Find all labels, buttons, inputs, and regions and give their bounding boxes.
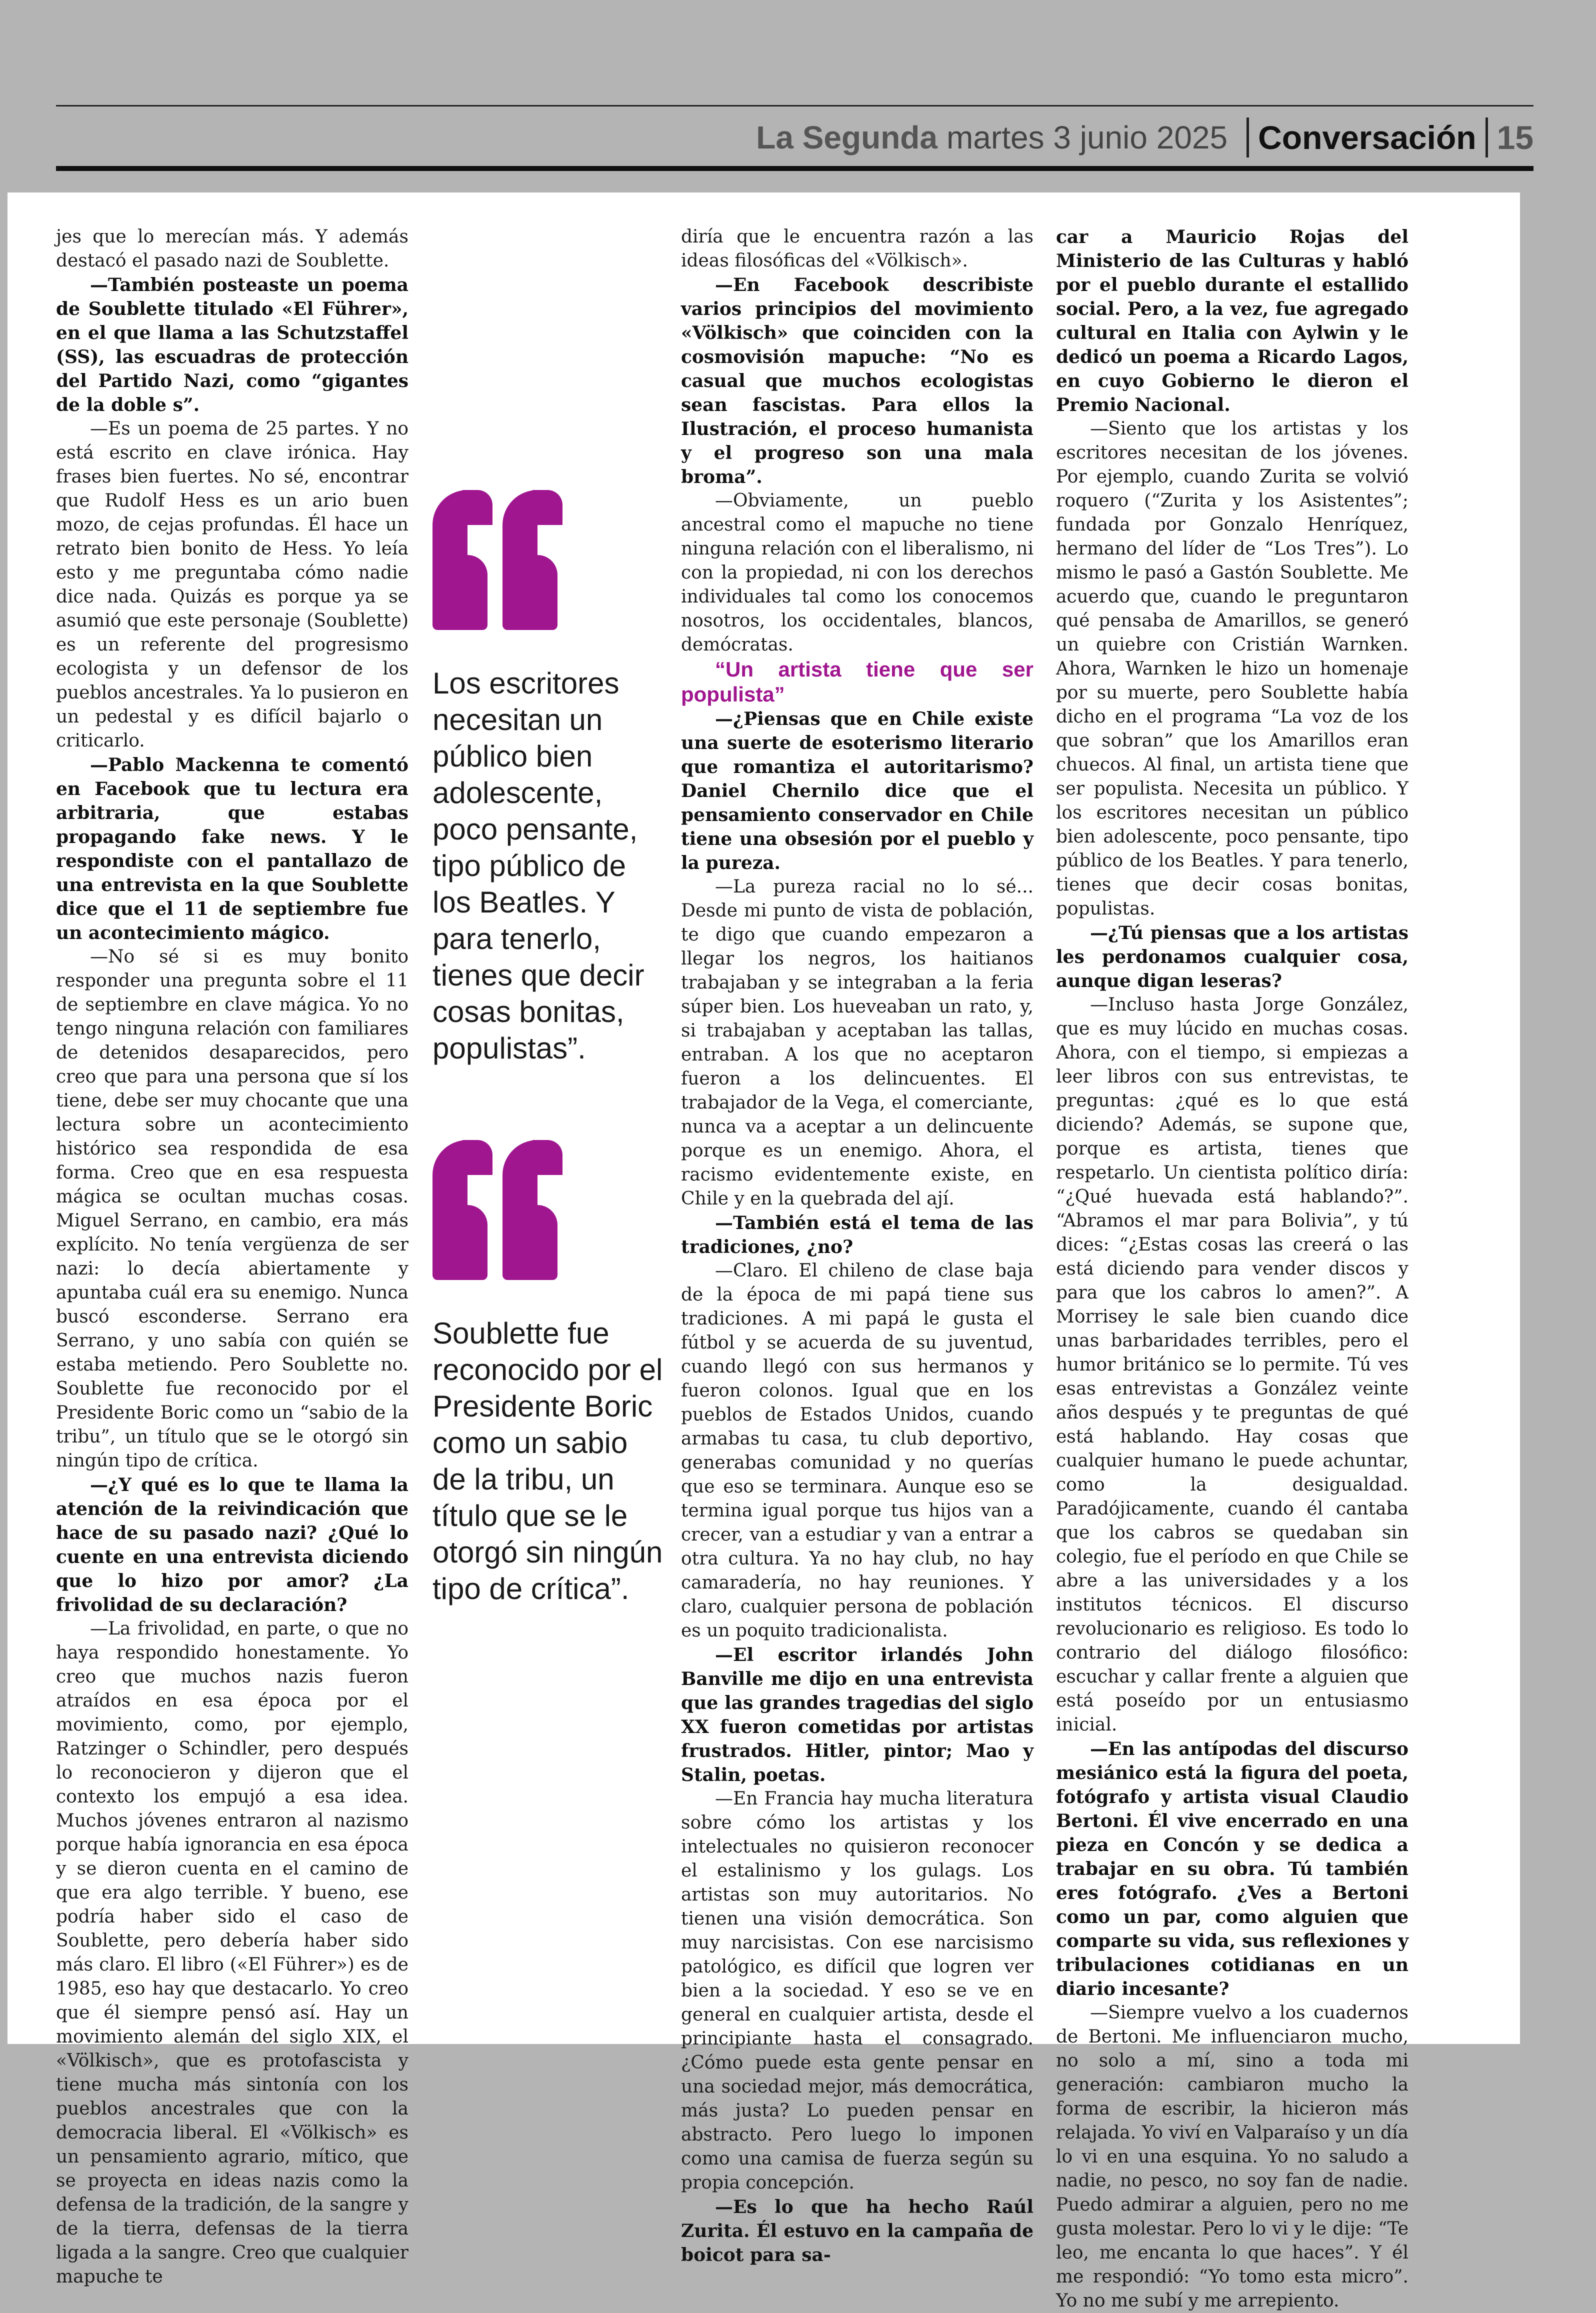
question: —También posteaste un poema de Soublette titulado «El Führer», en el que llama a las Schutzstaffel (SS), las escuadras de protección del Partido Nazi, como “gigantes de la doble s”. xyxy=(56,274,408,416)
question: —También está el tema de las tradiciones, ¿no? xyxy=(681,1212,1034,1258)
question: —¿Piensas que en Chile existe una suerte de esoterismo literario que romantiza el autoritarismo? Daniel Chernilo dice que el pensamiento conservador en Chile tiene una obsesión por el pueblo y la pureza. xyxy=(681,708,1034,874)
issue-date: martes 3 junio 2025 xyxy=(946,120,1228,156)
header-separator xyxy=(1486,118,1488,158)
answer: —En Francia hay mucha literatura sobre cómo los artistas y los intelectuales no quisieron reconocer el estalinismo y los gulags. Los artistas son muy autoritarios. No tienen una visión democrática. Son muy narcisistas. Con ese narcisismo patológico, es difícil que logren ver bien a la sociedad. Y eso se ve en general en cualquier artista, desde el principiante hasta el consagrado. ¿Cómo puede esta gente pensar en una sociedad mejor, más democrática, más justa? Lo pueden pensar en abstracto. Pero luego lo imponen como una camisa de fuerza según su propia concepción. xyxy=(681,1788,1034,2193)
question: —¿Tú piensas que a los artistas les perdonamos cualquier cosa, aunque digan leseras? xyxy=(1056,922,1408,992)
subhead: “Un artista tiene que ser populista” xyxy=(681,658,1034,706)
masthead: La Segunda xyxy=(756,120,938,156)
article-column-4 xyxy=(1056,225,1408,2311)
page-header xyxy=(56,112,1534,162)
page-number: 15 xyxy=(1496,119,1534,156)
header-top-line xyxy=(56,105,1534,106)
pullquote-2 xyxy=(432,1140,668,1607)
quote-mark-icon xyxy=(432,490,668,630)
question: —El escritor irlandés John Banville me dijo en una entrevista que las grandes tragedias del siglo XX fueron cometidas por artistas frustrados. Hitler, pintor; Mao y Stalin, poetas. xyxy=(681,1644,1034,1786)
answer: —Siempre vuelvo a los cuadernos de Bertoni. Me influenciaron mucho, no solo a mí, sino a toda mi generación: cambiaron mucho la forma de escribir, la hicieron más relajada. Yo viví en Valparaíso y un día lo vi en una esquina. Yo no saludo a nadie, no pesco, no soy fan de nadie. Puedo admirar a alguien, pero no me gusta molestar. Pero lo vi y le dije: “Te leo, me encanta lo que haces”. Y él me respondió: “Yo tomo esta micro”. Yo no me subí y me arrepiento. xyxy=(1056,2002,1408,2311)
answer: —Siento que los artistas y los escritores necesitan de los jóvenes. Por ejemplo, cuando Zurita se volvió roquero (“Zurita y los Asistentes”; fundada por Gonzalo Henríquez, hermano del líder de “Los Tres”). Lo mismo le pasó a Gastón Soublette. Me acuerdo que, cuando le preguntaron qué pensaba de Amarillos, se generó un quiebre con Cristián Warnken. Ahora, Warnken le hizo un homenaje por su muerte, pero Soublette había dicho en el programa “La voz de los que sobran” que los Amarillos eran chuecos. Al final, un artista tiene que ser populista. Necesita un público. Y los escritores necesitan un público bien adolescente, poco pensante, tipo público de los Beatles. Y para tenerlo, tienes que decir cosas bonitas, populistas. xyxy=(1056,418,1408,919)
section-title: Conversación xyxy=(1258,119,1476,156)
answer: —La pureza racial no lo sé... Desde mi punto de vista de población, te digo que cuando empezaron a llegar los negros, los haitianos trabajaban y se integraban a la feria súper bien. Los hueveaban un rato, y, si trabajaban y aceptaban las tallas, entraban. A los que no aceptaron fueron a los delincuentes. El trabajador de la Vega, el comerciante, nunca va a aceptar a un delincuente porque es un enemigo. Ahora, el racismo evidentemente existe, en Chile y en la quebrada del ají. xyxy=(681,876,1034,1209)
question: car a Mauricio Rojas del Ministerio de las Culturas y habló por el pueblo durante el estallido social. Pero, a la vez, fue agregado cultural en Italia con Aylwin y le dedicó un poema a Ricardo Lagos, en cuyo Gobierno le dieron el Premio Nacional. xyxy=(1056,226,1408,416)
answer: —Claro. El chileno de clase baja de la época de mi papá tiene sus tradiciones. A mi papá le gusta el fútbol y se acuerda de su juventud, cuando llegó con sus hermanos y fueron colonos. Igual que en los pueblos de Estados Unidos, cuando armabas tu casa, tu club deportivo, generabas comunidad y no querías que eso se terminara. Aunque eso se termina igual porque tus hijos van a crecer, van a estudiar y van a entrar a otra cultura. Ya no hay club, no hay camaradería, no hay reuniones. Y claro, cualquier persona de población es un poquito tradicionalista. xyxy=(681,1260,1034,1641)
paragraph: diría que le encuentra razón a las ideas filosóficas del «Völkisch». xyxy=(681,226,1034,271)
quote-mark-icon xyxy=(432,1140,668,1280)
pullquote-text: Los escritores necesitan un público bien adolescente, poco pensante, tipo público de los Beatles. Y para tenerlo, tienes que decir cosas bonitas, populistas”. xyxy=(432,666,644,1065)
pullquote-1 xyxy=(432,490,668,1066)
question: —En las antípodas del discurso mesiánico está la figura del poeta, fotógrafo y artista visual Claudio Bertoni. Él vive encerrado en una pieza en Concón y se dedica a trabajar en su obra. Tú también eres fotógrafo. ¿Ves a Bertoni como un par, como alguien que comparte su vida, sus reflexiones y tribulaciones cotidianas en un diario incesante? xyxy=(1056,1738,1408,2000)
question: —En Facebook describiste varios principios del movimiento «Völkisch» que coinciden con la cosmovisión mapuche: “No es casual que muchos ecologistas sean fascistas. Para ellos la Ilustración, el proceso humanista y el progreso son una mala broma”. xyxy=(681,274,1034,488)
article-column-1 xyxy=(56,225,408,2287)
question: —¿Y qué es lo que te llama la atención de la reivindicación que hace de su pasado nazi? ¿Qué lo cuente en una entrevista diciendo que lo hizo por amor? ¿La frivolidad de su declaración? xyxy=(56,1474,408,1616)
answer: —No sé si es muy bonito responder una pregunta sobre el 11 de septiembre en clave mágica. Yo no tengo ninguna relación con familiares de detenidos desaparecidos, pero creo que para una persona que sí los tiene, debe ser muy chocante que una lectura sobre un acontecimiento histórico sea respondida de esa forma. Creo que en esa respuesta mágica se ocultan muchas cosas. Miguel Serrano, en cambio, era más explícito. No tenía vergüenza de ser nazi: lo decía abiertamente y apuntaba cuál era su enemigo. Nunca buscó esconderse. Serrano era Serrano, y uno sabía con quién se estaba metiendo. Pero Soublette no. Soublette fue reconocido por el Presidente Boric como un “sabio de la tribu”, un título que se le otorgó sin ningún tipo de crítica. xyxy=(56,946,408,1471)
question: —Pablo Mackenna te comentó en Facebook que tu lectura era arbitraria, que estabas propagando fake news. Y le respondiste con el pantallazo de una entrevista en la que Soublette dice que el 11 de septiembre fue un acontecimiento mágico. xyxy=(56,754,408,944)
header-rule xyxy=(56,166,1534,171)
answer: —Es un poema de 25 partes. Y no está escrito en clave irónica. Hay frases bien fuertes. No sé, encontrar que Rudolf Hess es un ario buen mozo, de cejas profundas. Él hace un retrato bien bonito de Hess. Yo leía esto y me preguntaba cómo nadie dice nada. Quizás es porque ya se asumió que este personaje (Soublette) es un referente del progresismo ecologista y un defensor de los pueblos ancestrales. Ya lo pusieron en un pedestal y es difícil bajarlo o criticarlo. xyxy=(56,418,408,751)
header-separator xyxy=(1246,118,1249,158)
answer: —Obviamente, un pueblo ancestral como el mapuche no tiene ninguna relación con el liberalismo, ni con la propiedad, ni con los derechos individuales tal como los conocemos nosotros, los occidentales, blancos, demócratas. xyxy=(681,490,1034,655)
question: —Es lo que ha hecho Raúl Zurita. Él estuvo en la campaña de boicot para sa- xyxy=(681,2196,1034,2266)
article-column-3 xyxy=(681,225,1034,2266)
pullquote-text: Soublette fue reconocido por el Presidente Boric como un sabio de la tribu, un título que se le otorgó sin ningún tipo de crítica”. xyxy=(432,1316,663,1606)
answer: —La frivolidad, en parte, o que no haya respondido honestamente. Yo creo que muchos nazis fueron atraídos en esa época por el movimiento, como, por ejemplo, Ratzinger o Schindler, pero después lo reconocieron y dijeron que el contexto los empujó a esa idea. Muchos jóvenes entraron al nazismo porque había ignorancia en esa época y se dieron cuenta en el camino de que era algo terrible. Y bueno, ese podría haber sido el caso de Soublette, pero debería haber sido más claro. El libro («El Führer») es de 1985, eso hay que destacarlo. Yo creo que él siempre pensó así. Hay un movimiento alemán del siglo XIX, el «Völkisch», que es protofascista y tiene mucha más sintonía con los pueblos ancestrales que con la democracia liberal. El «Völkisch» es un pensamiento agrario, mítico, que se proyecta en ideas nazis como la defensa de la tradición, de la sangre y de la tierra, defensas de la tierra ligada a la sangre. Creo que cualquier mapuche te xyxy=(56,1618,408,2287)
answer: —Incluso hasta Jorge González, que es muy lúcido en muchas cosas. Ahora, con el tiempo, si empiezas a leer libros con sus entrevistas, te preguntas: ¿qué es lo que está diciendo? Además, se supone que, porque es artista, tienes que respetarlo. Un cientista político diría: “¿Qué huevada está hablando?”. “Abramos el mar para Bolivia”, y tú dices: “¿Estas cosas las creerá o las está diciendo para vender discos y para que los cabros lo amen?”. A Morrisey le sale bien cuando dice unas barbaridades terribles, pero el humor británico se lo permite. Tú ves esas entrevistas a González veinte años después y te preguntas de qué está hablando. Hay cosas que cualquier humano le puede achuntar, como la desigualdad. Paradójicamente, cuando él cantaba que los cabros se quedaban sin colegio, fue el período en que Chile se abre a las universidades y a los institutos técnicos. El discurso revolucionario es religioso. Es todo lo contrario del diálogo filosófico: escuchar y callar frente a alguien que está poseído por un entusiasmo inicial. xyxy=(1056,994,1408,1735)
paragraph: jes que lo merecían más. Y además destacó el pasado nazi de Soublette. xyxy=(56,226,408,271)
